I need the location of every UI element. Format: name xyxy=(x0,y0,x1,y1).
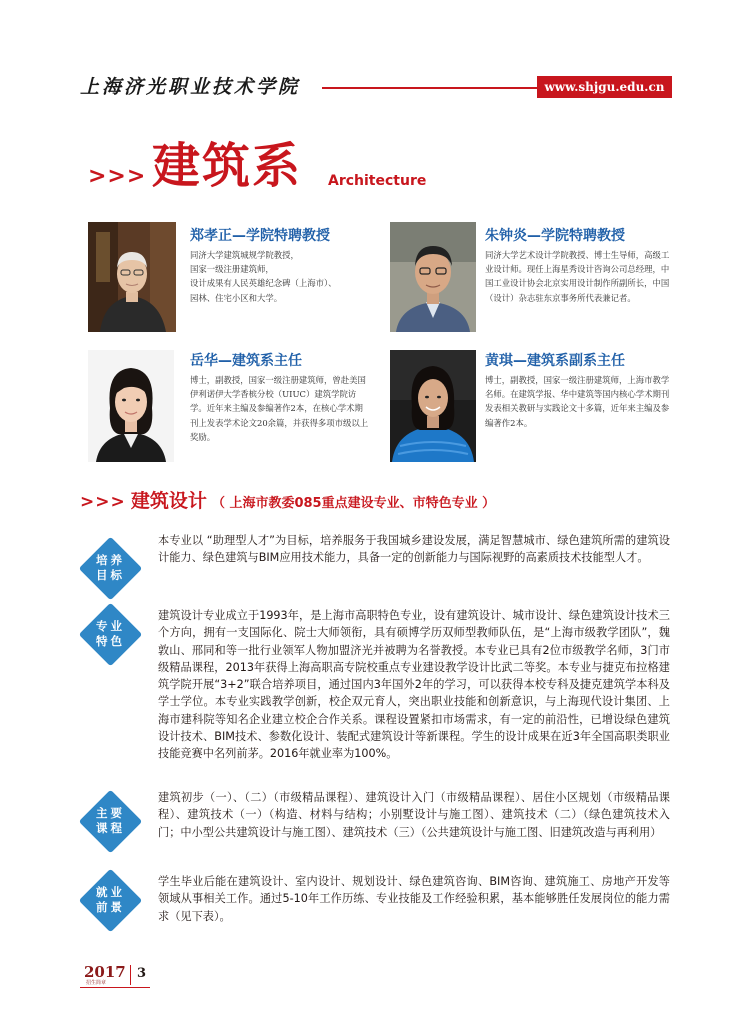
badge-label-3 xyxy=(86,806,135,836)
person-name-1: 郑孝正—学院特聘教授 xyxy=(190,228,330,244)
footer-year-caption: 招生简章 xyxy=(86,980,107,986)
main-courses-text: 建筑初步（一）、（二）（市级精品课程）、建筑设计入门（市级精品课程）、居住小区规划（市级精品课程）、建筑技术（一）（构造、材料与结构；小别墅设计与施工图）、建筑技术（二）（绿色建筑技术入门；中小型公共建筑设计与施工图）、建筑技术（三）（公共建筑设计与施工图、旧建筑改造与再利用） xyxy=(158,791,670,839)
section-chevrons: >>> xyxy=(80,492,126,512)
school-name: 上海济光职业技术学院 xyxy=(80,76,301,98)
page-header xyxy=(0,72,745,102)
badge-line: 课程 xyxy=(96,821,125,835)
program-features-text: 建筑设计专业成立于1993年，是上海市高职特色专业，设有建筑设计、城市设计、绿色建筑设计技术三个方向，拥有一支国际化、院士大师领衔，具有硕博学历双师型教师队伍，是“上海市级教学团队”，魏敦山、邢同和等一批行业领军人物加盟济光并被聘为名誉教授。本专业已具有2位市级教学名师，3门市级精品课程，2013年获得上海高职高专院校重点专业建设教学设计比武二等奖。本专业与捷克布拉格建筑学院开展“3+2”联合培养项目，通过国内3年国外2年的学习，可以获得本校专科及捷克建筑学本科及学士学位。本专业实践教学创新，校企双元育人，突出职业技能和创新意识，与上海现代设计集团、上海市建科院等知名企业建立校企合作关系。课程设置紧扣市场需求，有一定的前沿性，已增设绿色建筑设计技术、BIM技术、参数化设计、装配式建筑设计等新课程。学生的设计成果在近3年全国高职类职业技能竞赛中名列前茅。2016年就业率为100%。 xyxy=(158,609,670,761)
person-name-4: 黄琪—建筑系副系主任 xyxy=(485,353,625,369)
portrait-photo-1 xyxy=(88,222,176,332)
footer-divider xyxy=(130,965,131,985)
school-url[interactable]: www.shjgu.edu.cn xyxy=(544,80,665,94)
page-number: 3 xyxy=(137,966,147,981)
portrait-photo-3 xyxy=(88,350,174,462)
person-bio-1: 同济大学建筑城规学院教授， 国家一级注册建筑师， 设计成果有人民英雄纪念碑（上海市）、 园林、住宅小区和大学。 xyxy=(190,250,337,303)
badge-label-4 xyxy=(86,885,135,915)
portrait-photo-2 xyxy=(390,222,476,332)
portrait-photo-4 xyxy=(390,350,476,462)
badge-line: 特色 xyxy=(96,634,125,648)
badge-line: 主要 xyxy=(96,806,125,820)
badge-line: 目标 xyxy=(96,568,125,582)
page-footer xyxy=(80,963,160,987)
badge-label-2 xyxy=(86,619,135,649)
career-prospects-text: 学生毕业后能在建筑设计、室内设计、规划设计、绿色建筑咨询、BIM咨询、建筑施工、房地产开发等领域从事相关工作。通过5-10年工作历练、专业技能及工作经验积累，基本能够胜任发展岗位的能力需求（见下表）。 xyxy=(158,875,670,923)
person-bio-2: 同济大学艺术设计学院教授、博士生导师，高级工业设计师。现任上海星秀设计咨询公司总经理，中国工业设计协会北京实用设计制作所副所长，中国（设计）杂志驻东京事务所代表兼记者。 xyxy=(485,250,670,303)
badge-line: 前景 xyxy=(96,900,125,914)
person-bio-4: 博士，副教授，国家一级注册建筑师，上海市教学名师。在建筑学报、华中建筑等国内核心学术期刊发表相关教研与实践论文十多篇，近年来主编及参编著作2本。 xyxy=(485,375,670,428)
person-name-2: 朱钟炎—学院特聘教授 xyxy=(485,228,625,244)
section-title: 建筑设计 xyxy=(130,490,207,512)
person-bio-3: 博士，副教授，国家一级注册建筑师，曾赴美国伊利诺伊大学香槟分校（UIUC）建筑学院访学。近年来主编及参编著作2本，在核心学术期刊上发表学术论文20余篇，并获得多项市级以上奖励。 xyxy=(190,375,369,442)
department-name-cn: 建筑系 xyxy=(152,138,303,194)
section-subtitle: （ 上海市教委085重点建设专业、市特色专业 ） xyxy=(211,496,496,511)
badge-line: 培养 xyxy=(96,553,125,567)
footer-rule xyxy=(80,987,150,988)
badge-line: 专业 xyxy=(96,619,125,633)
section-heading xyxy=(80,486,495,516)
badge-line: 就业 xyxy=(96,885,125,899)
department-name-en: Architecture xyxy=(328,173,427,189)
header-rule xyxy=(322,87,537,89)
badge-label-1 xyxy=(86,553,135,583)
training-goal-text: 本专业以 “助理型人才”为目标，培养服务于我国城乡建设发展，满足智慧城市、绿色建筑所需的建筑设计能力、绿色建筑与BIM应用技术能力，具备一定的创新能力与国际视野的高素质技术技能型人才。 xyxy=(158,534,670,565)
title-chevrons: >>> xyxy=(88,164,147,189)
footer-year: 2017 xyxy=(84,963,126,981)
url-banner xyxy=(537,76,672,98)
person-name-3: 岳华—建筑系主任 xyxy=(190,353,302,369)
